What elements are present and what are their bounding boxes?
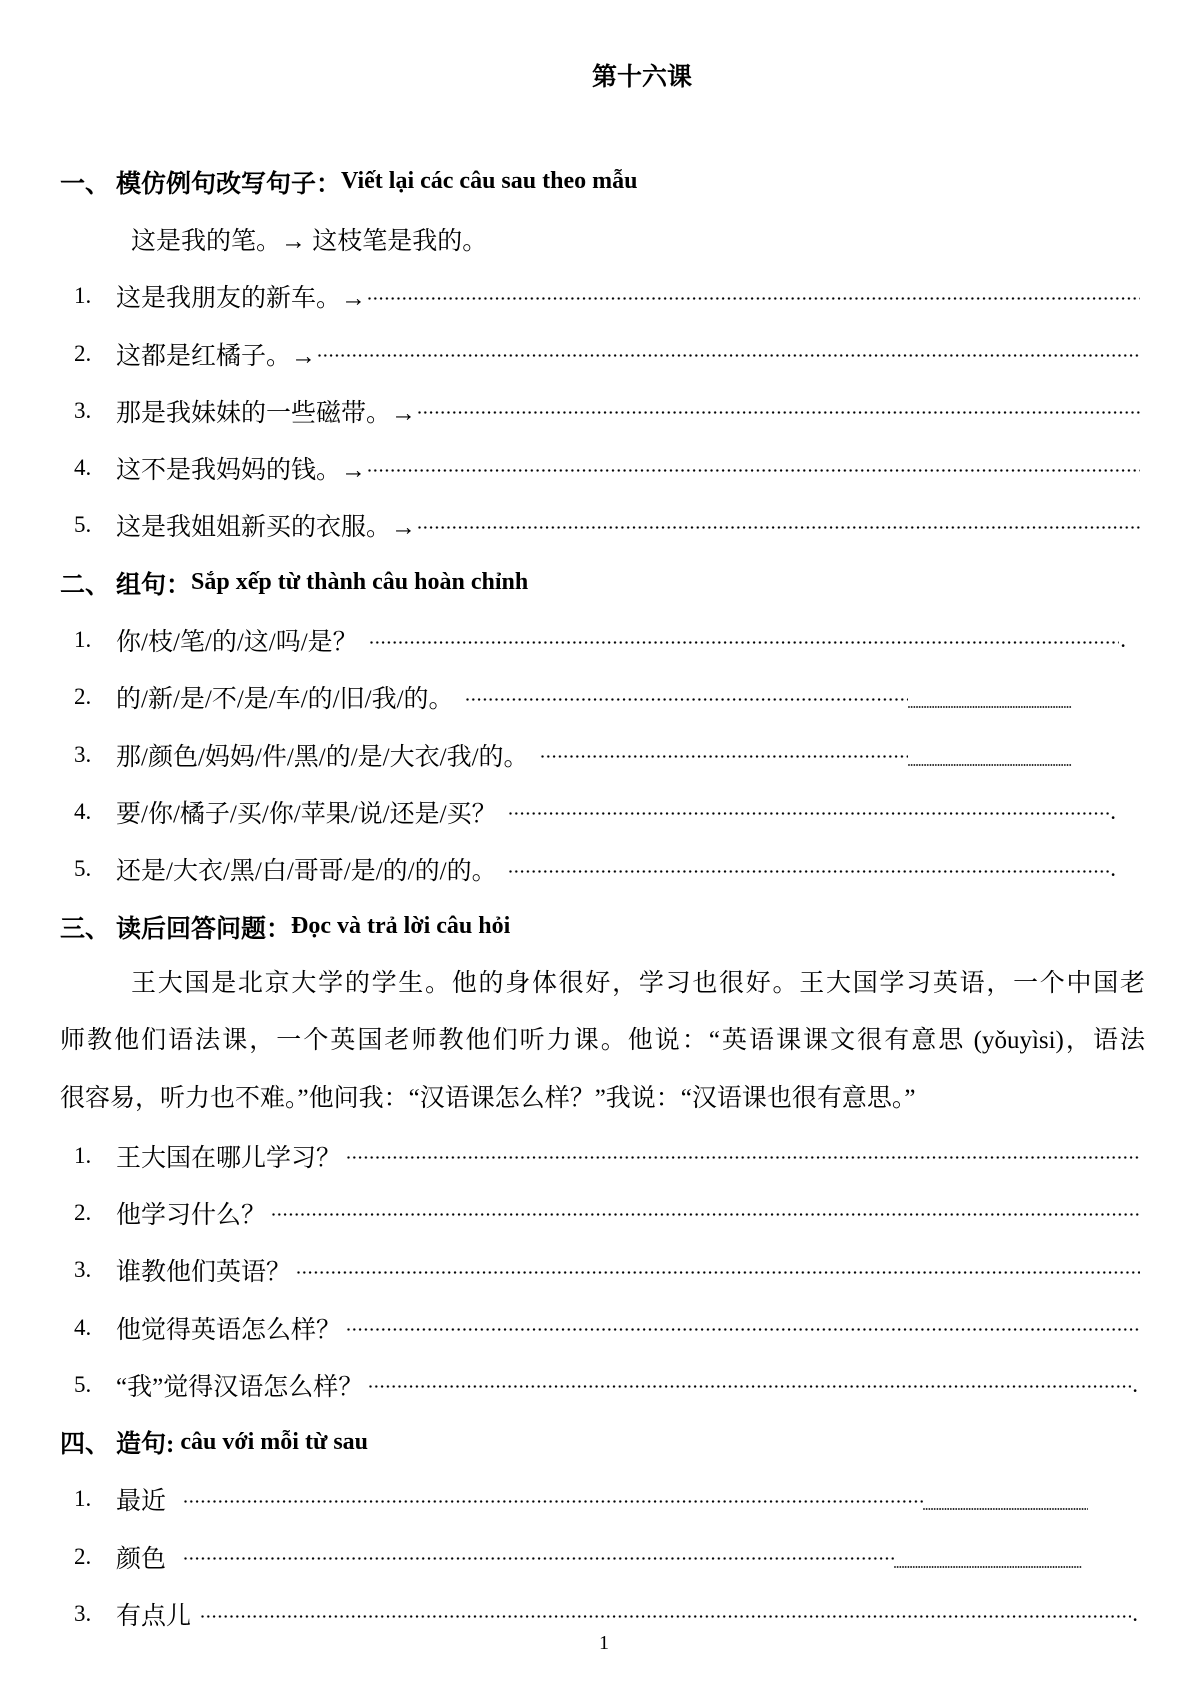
answer-blank xyxy=(297,1271,1140,1274)
answer-blank xyxy=(184,1557,894,1560)
reading-passage-line: 师教他们语法课，一个英国老师教他们听力课。他说：“英语课课文很有意思 (yǒuyìsi)，语法 xyxy=(60,1027,1145,1055)
section-heading-2 xyxy=(60,554,1145,611)
section-subtitle: Sắp xếp từ thành câu hoàn chỉnh xyxy=(191,569,529,596)
answer-blank xyxy=(347,1328,1140,1331)
exercise-item xyxy=(60,1127,1145,1184)
section-title: 模仿例句改写句子： xyxy=(116,170,342,198)
item-number: 4. xyxy=(74,1314,92,1340)
exercise-item xyxy=(60,1299,1145,1356)
exercise-item xyxy=(60,439,1145,496)
item-text: 颜色 xyxy=(116,1545,167,1573)
section-title: 组句： xyxy=(116,571,192,599)
item-text: 还是/大衣/黑/白/哥哥/是/的/的/的。 xyxy=(116,858,497,886)
item-number: 1. xyxy=(74,1486,92,1512)
item-number: 5. xyxy=(74,512,92,538)
section-heading-1 xyxy=(60,153,1145,210)
item-number: 1. xyxy=(74,627,92,653)
answer-blank xyxy=(201,1615,1131,1618)
item-number: 5. xyxy=(74,1371,92,1397)
page-number: 1 xyxy=(599,1632,609,1654)
answer-blank xyxy=(370,641,1120,644)
reading-passage-line: 很容易，听力也不难。”他问我：“汉语课怎么样？”我说：“汉语课也很有意思。” xyxy=(60,1084,916,1112)
section-title: 读后回答问题： xyxy=(116,915,292,943)
answer-blank-tail xyxy=(894,1566,1082,1568)
item-text: 最近 xyxy=(116,1488,167,1516)
item-text: 这是我姐姐新买的衣服。→ xyxy=(116,514,417,542)
item-number: 1. xyxy=(74,1142,92,1168)
section-number: 三、 xyxy=(60,915,111,943)
answer-blank-tail xyxy=(908,706,1072,708)
item-number: 3. xyxy=(74,397,92,423)
exercise-item xyxy=(60,1356,1145,1413)
line-end-period: . xyxy=(1132,1601,1138,1627)
worksheet xyxy=(60,153,1145,1643)
exercise-item xyxy=(60,497,1145,554)
reading-passage-line: 王大国是北京大学的学生。他的身体很好，学习也很好。王大国学习英语，一个中国老 xyxy=(131,970,1145,998)
item-number: 2. xyxy=(74,684,92,710)
item-text: 那是我妹妹的一些磁带。→ xyxy=(116,399,417,427)
section-number: 二、 xyxy=(60,571,111,599)
answer-blank xyxy=(272,1213,1140,1216)
exercise-item xyxy=(60,1471,1145,1528)
answer-blank xyxy=(418,526,1140,529)
item-text: “我”觉得汉语怎么样？ xyxy=(116,1373,364,1401)
exercise-item xyxy=(60,611,1145,668)
answer-blank xyxy=(509,812,1110,815)
item-number: 3. xyxy=(74,1601,92,1627)
answer-blank xyxy=(466,698,908,701)
item-number: 2. xyxy=(74,1199,92,1225)
exercise-item xyxy=(60,783,1145,840)
item-text: 你/枝/笔/的/这/吗/是？ xyxy=(116,629,358,657)
item-number: 2. xyxy=(74,340,92,366)
item-number: 3. xyxy=(74,1257,92,1283)
item-text: 那/颜色/妈妈/件/黑/的/是/大衣/我/的。 xyxy=(116,743,529,771)
section-heading-3 xyxy=(60,898,1145,955)
item-text: 这是我朋友的新车。→ xyxy=(116,285,367,313)
item-number: 4. xyxy=(74,798,92,824)
exercise-item xyxy=(60,1528,1145,1585)
item-text: 这不是我妈妈的钱。→ xyxy=(116,457,367,485)
section-heading-4 xyxy=(60,1414,1145,1471)
item-text: 他学习什么？ xyxy=(116,1201,267,1229)
item-text: 谁教他们英语？ xyxy=(116,1259,292,1287)
item-number: 5. xyxy=(74,856,92,882)
exercise-item xyxy=(60,1242,1145,1299)
answer-blank xyxy=(369,1385,1131,1388)
answer-blank xyxy=(418,411,1140,414)
answer-blank-tail xyxy=(908,764,1072,766)
line-end-period: . xyxy=(1120,627,1126,653)
exercise-item xyxy=(60,325,1145,382)
answer-blank xyxy=(509,870,1110,873)
lesson-title: 第十六课 xyxy=(591,64,692,91)
answer-blank xyxy=(184,1500,923,1503)
answer-blank xyxy=(368,297,1140,300)
item-text: 王大国在哪儿学习？ xyxy=(116,1144,342,1172)
item-number: 1. xyxy=(74,283,92,309)
item-number: 2. xyxy=(74,1543,92,1569)
item-text: 有点儿 xyxy=(116,1603,192,1631)
section-subtitle: Viết lại các câu sau theo mẫu xyxy=(341,168,638,195)
answer-blank xyxy=(368,469,1140,472)
item-number: 4. xyxy=(74,455,92,481)
exercise-item xyxy=(60,382,1145,439)
item-number: 3. xyxy=(74,741,92,767)
section-number: 四、 xyxy=(60,1431,111,1459)
item-text: 要/你/橘子/买/你/苹果/说/还是/买？ xyxy=(116,800,497,828)
section-number: 一、 xyxy=(60,170,111,198)
item-text: 他觉得英语怎么样？ xyxy=(116,1316,342,1344)
answer-blank-tail xyxy=(923,1508,1088,1510)
line-end-period: . xyxy=(1110,798,1116,824)
line-end-period: . xyxy=(1110,856,1116,882)
section-subtitle: câu với mỗi từ sau xyxy=(174,1428,369,1455)
exercise-item xyxy=(60,726,1145,783)
answer-blank xyxy=(318,354,1140,357)
example-sentence: 这是我的笔。→ 这枝笔是我的。 xyxy=(131,227,488,255)
item-text: 的/新/是/不/是/车/的/旧/我/的。 xyxy=(116,686,454,714)
answer-blank xyxy=(347,1156,1140,1159)
item-text: 这都是红橘子。→ xyxy=(116,342,317,370)
section-title: 造句: xyxy=(116,1431,175,1459)
exercise-item xyxy=(60,1184,1145,1241)
exercise-item xyxy=(60,268,1145,325)
line-end-period: . xyxy=(1132,1371,1138,1397)
section-subtitle: Đọc và trả lời câu hỏi xyxy=(291,913,511,939)
exercise-item xyxy=(60,669,1145,726)
answer-blank xyxy=(541,755,908,758)
exercise-item xyxy=(60,841,1145,898)
